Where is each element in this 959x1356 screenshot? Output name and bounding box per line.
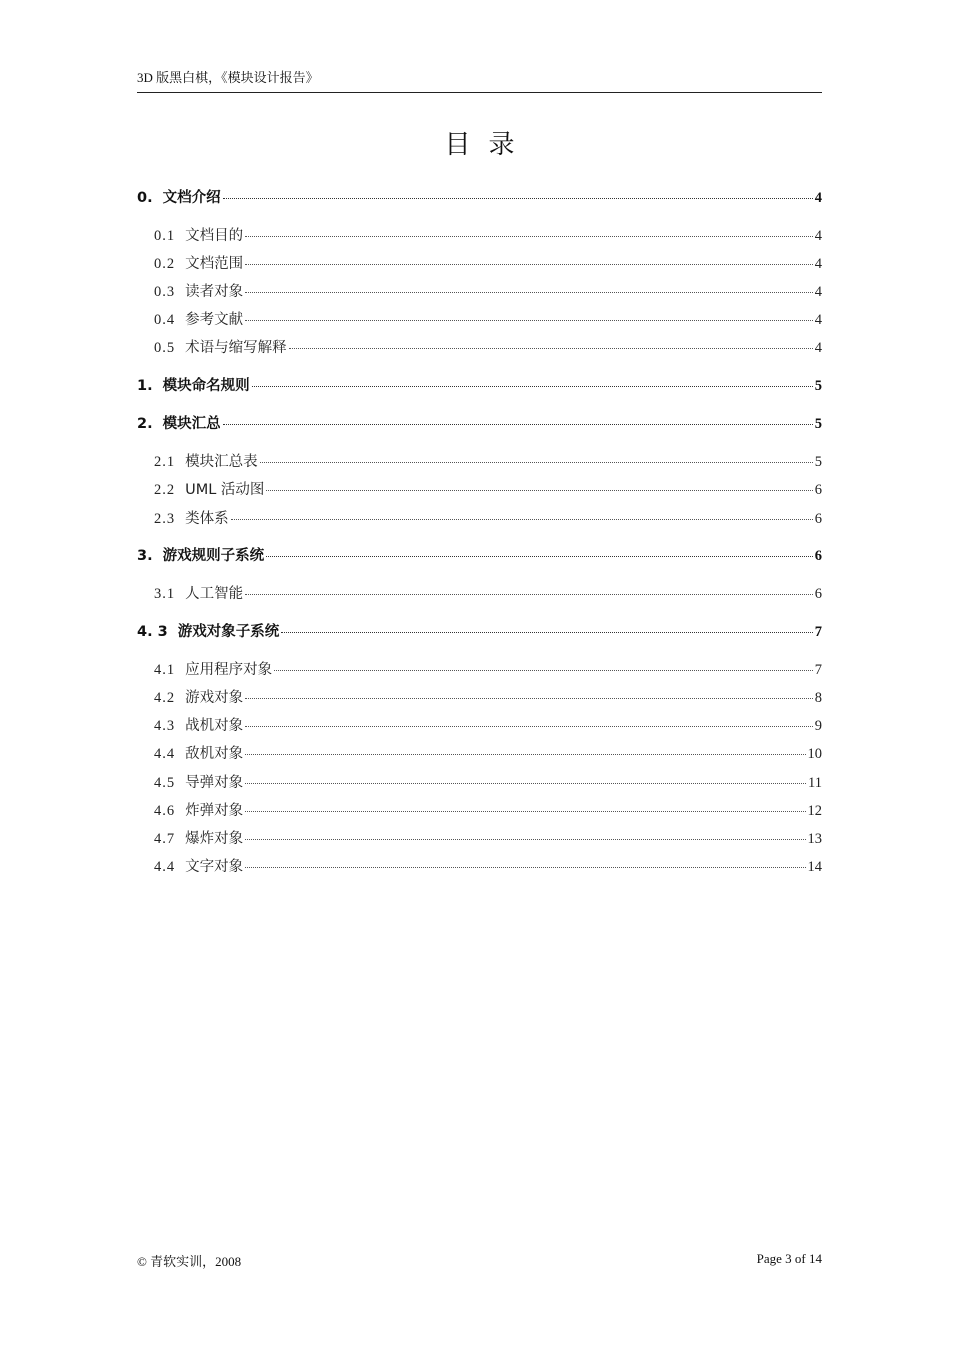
dot-leader	[245, 753, 805, 755]
toc-entry[interactable]	[137, 620, 822, 641]
toc-entry-number: 4.3	[154, 718, 176, 734]
dot-leader	[281, 631, 813, 633]
toc-entry-number: 2.3	[154, 511, 176, 527]
toc-entry-number: 4.4	[154, 859, 176, 875]
toc-entry[interactable]	[154, 308, 822, 329]
toc-entry-number: 1.	[137, 378, 153, 394]
toc-entry-page: 6	[814, 586, 822, 602]
toc-entry-page: 10	[807, 746, 822, 762]
toc-entry[interactable]	[154, 280, 822, 301]
toc-entry[interactable]	[154, 714, 822, 735]
toc-entry-label: 应用程序对象	[185, 662, 273, 678]
toc-entry-label: 类体系	[185, 511, 229, 527]
dot-leader	[245, 697, 813, 699]
toc-entry[interactable]	[154, 336, 822, 357]
toc-entry-label: 游戏对象	[185, 690, 244, 706]
toc-title: 目录	[444, 130, 533, 160]
toc-entry-page: 4	[814, 190, 822, 206]
toc-entry-number: 2.2	[154, 482, 176, 498]
dot-leader	[266, 555, 813, 557]
toc-entry-label: 读者对象	[185, 284, 244, 300]
toc-entry-number: 4. 3	[137, 624, 168, 640]
toc-entry-page: 7	[814, 624, 822, 640]
toc-entry-page: 4	[814, 256, 822, 272]
footer-page-number: Page 3 of 14	[756, 1251, 822, 1266]
toc-entry-page: 5	[814, 378, 822, 394]
toc-entry-page: 4	[814, 312, 822, 328]
toc-entry[interactable]	[154, 224, 822, 245]
dot-leader	[252, 385, 813, 387]
toc-entry-label: 参考文献	[185, 312, 244, 328]
dot-leader	[245, 263, 813, 265]
toc-entry-page: 9	[814, 718, 822, 734]
toc-entry-number: 0.	[137, 190, 153, 206]
toc-entry-label: 炸弹对象	[185, 803, 244, 819]
toc-entry[interactable]	[154, 478, 822, 499]
page-header: 3D 版黑白棋，《模块设计报告》	[137, 67, 822, 93]
dot-leader	[223, 197, 813, 199]
toc-entry-number: 3.	[137, 548, 153, 564]
toc-entry-page: 7	[814, 662, 822, 678]
toc-entry-page: 13	[807, 831, 822, 847]
toc-entry-label: 文档目的	[185, 228, 244, 244]
toc-entry-page: 4	[814, 228, 822, 244]
toc-entry-page: 6	[814, 482, 822, 498]
toc-entry[interactable]	[154, 827, 822, 848]
toc-entry-number: 0.3	[154, 284, 176, 300]
toc-entry-label: 术语与缩写解释	[185, 340, 287, 356]
toc-entry-page: 5	[814, 454, 822, 470]
toc-entry[interactable]	[154, 686, 822, 707]
toc-entry-number: 4.1	[154, 662, 176, 678]
dot-leader	[245, 810, 805, 812]
dot-leader	[223, 423, 813, 425]
toc-entry-number: 2.1	[154, 454, 176, 470]
dot-leader	[245, 319, 813, 321]
toc-entry-label: UML 活动图	[185, 482, 265, 498]
toc-entry-page: 14	[807, 859, 822, 875]
toc-entry-label: 模块汇总表	[185, 454, 258, 470]
toc-entry-number: 0.2	[154, 256, 176, 272]
dot-leader	[245, 235, 813, 237]
toc-entry[interactable]	[137, 374, 822, 395]
toc-entry-number: 4.5	[154, 775, 176, 791]
toc-entry[interactable]	[154, 771, 822, 792]
toc-entry-label: 战机对象	[185, 718, 244, 734]
toc-entry-label: 模块汇总	[162, 416, 221, 432]
toc-entry-number: 4.7	[154, 831, 176, 847]
toc-entry-number: 3.1	[154, 586, 176, 602]
toc-entry[interactable]	[137, 544, 822, 565]
toc-entry[interactable]	[154, 507, 822, 528]
toc-entry[interactable]	[154, 742, 822, 763]
toc-entry-page: 6	[814, 548, 822, 564]
dot-leader	[260, 461, 813, 463]
toc-entry-number: 2.	[137, 416, 153, 432]
toc-entry-number: 0.5	[154, 340, 176, 356]
dot-leader	[245, 291, 813, 293]
toc-entry-page: 6	[814, 511, 822, 527]
toc-entry-number: 4.4	[154, 746, 176, 762]
dot-leader	[266, 489, 812, 491]
toc-entry-number: 4.2	[154, 690, 176, 706]
toc-entry[interactable]	[137, 412, 822, 433]
toc-entry[interactable]	[154, 658, 822, 679]
dot-leader	[245, 593, 813, 595]
toc-entry-page: 11	[808, 775, 822, 791]
toc-entry[interactable]	[154, 582, 822, 603]
toc-entry-label: 人工智能	[185, 586, 244, 602]
toc-entry-label: 游戏规则子系统	[162, 548, 265, 564]
toc-entry-number: 4.6	[154, 803, 176, 819]
toc-entry-label: 文档介绍	[162, 190, 221, 206]
footer-copyright: © 青软实训，2008	[137, 1254, 242, 1269]
toc-entry-label: 游戏对象子系统	[177, 624, 280, 640]
toc-entry-number: 0.4	[154, 312, 176, 328]
toc-entry[interactable]	[154, 799, 822, 820]
dot-leader	[245, 782, 806, 784]
toc-entry[interactable]	[154, 450, 822, 471]
dot-leader	[245, 866, 805, 868]
toc-entry-page: 8	[814, 690, 822, 706]
toc-entry-label: 导弹对象	[185, 775, 244, 791]
dot-leader	[231, 518, 813, 520]
toc-entry-label: 文字对象	[185, 859, 244, 875]
toc-entry-label: 敌机对象	[185, 746, 244, 762]
toc-entry-number: 0.1	[154, 228, 176, 244]
toc-entry-page: 12	[807, 803, 822, 819]
toc-entry[interactable]	[137, 186, 822, 207]
toc-entry[interactable]	[154, 855, 822, 876]
dot-leader	[245, 725, 813, 727]
dot-leader	[245, 838, 805, 840]
dot-leader	[274, 669, 813, 671]
toc-entry-page: 5	[814, 416, 822, 432]
toc-entry-page: 4	[814, 284, 822, 300]
toc-entry-label: 模块命名规则	[162, 378, 250, 394]
toc-entry-label: 文档范围	[185, 256, 244, 272]
toc-entry-label: 爆炸对象	[185, 831, 244, 847]
dot-leader	[289, 347, 813, 349]
toc-entry[interactable]	[154, 252, 822, 273]
toc-entry-page: 4	[814, 340, 822, 356]
